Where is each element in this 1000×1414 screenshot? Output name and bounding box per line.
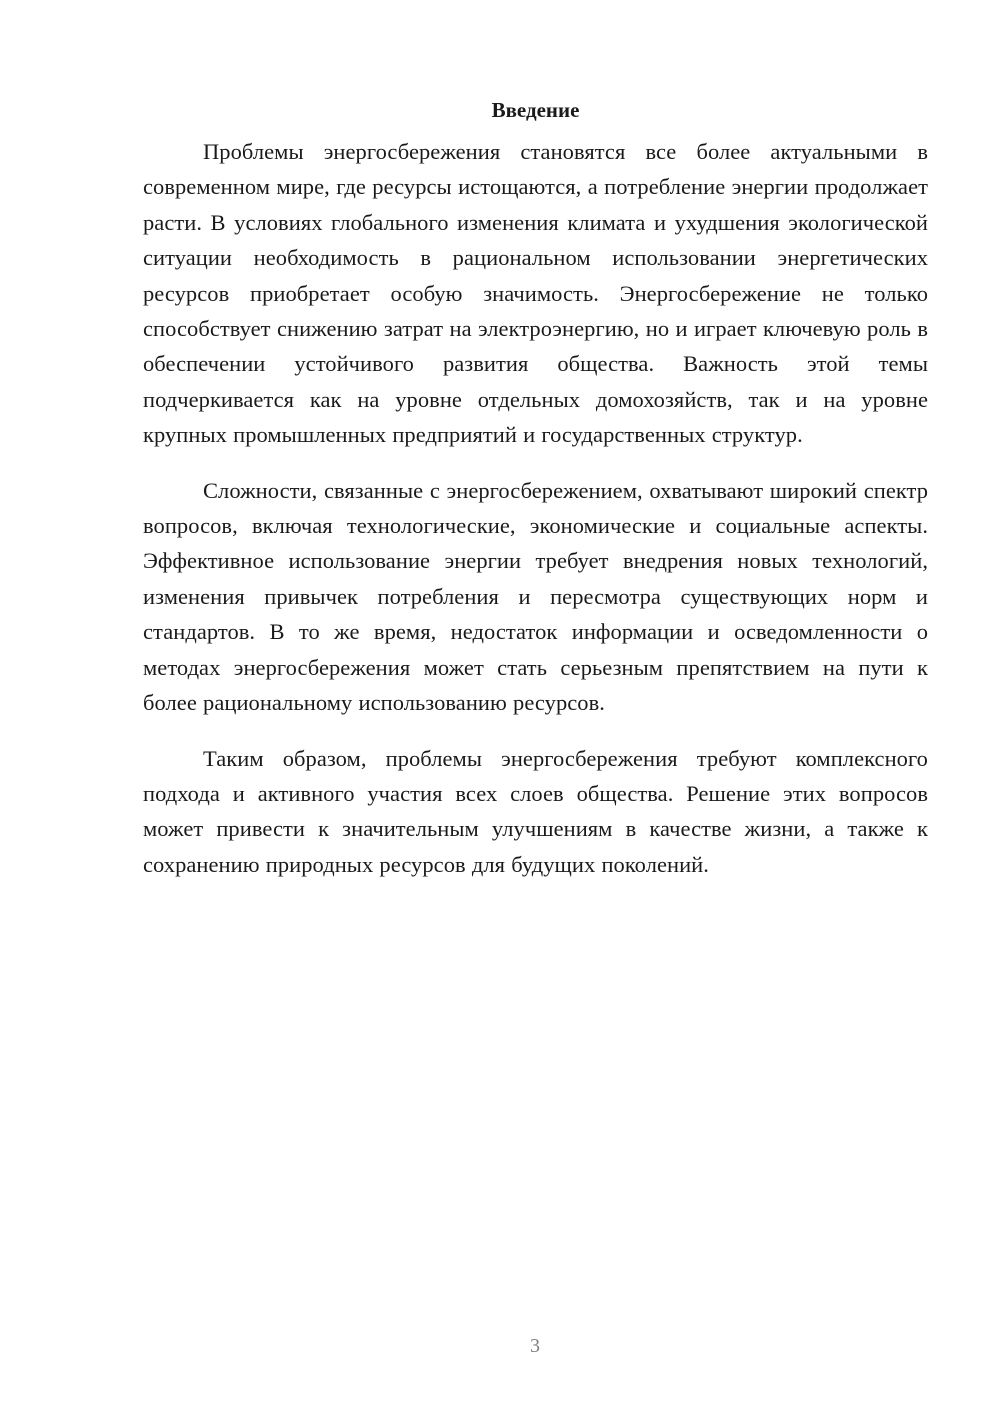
paragraph-1: Проблемы энергосбережения становятся все более актуальными в современном мире, где ресурсы истощаются, а потребление энергии продолжает расти. В условиях глобального изменения климата и ухудшения экологической ситуации необходимость в рациональном использовании энергетических ресурсов приобретает особую значимость. Энергосбережение не только способствует снижению затрат на электроэнергию, но и играет ключевую роль в обеспечении устойчивого развития общества. Важность этой темы подчеркивается как на уровне отдельных домохозяйств, так и на уровне крупных промышленных предприятий и государственных структур. (143, 139, 928, 448)
paragraph-2: Сложности, связанные с энергосбережением, охватывают широкий спектр вопросов, включая технологические, экономические и социальные аспекты. Эффективное использование энергии требует внедрения новых технологий, изменения привычек потребления и пересмотра существующих норм и стандартов. В то же время, недостаток информации и осведомленности о методах энергосбережения может стать серьезным препятствием на пути к более рациональному использованию ресурсов. (143, 477, 928, 716)
page-content (143, 96, 928, 902)
paragraph-3: Таким образом, проблемы энергосбережения требуют комплексного подхода и активного участия всех слоев общества. Решение этих вопросов может привести к значительным улучшениям в качестве жизни, а также к сохранению природных ресурсов для будущих поколений. (143, 745, 928, 877)
page-number: 3 (530, 1335, 540, 1357)
section-heading: Введение (491, 98, 580, 122)
